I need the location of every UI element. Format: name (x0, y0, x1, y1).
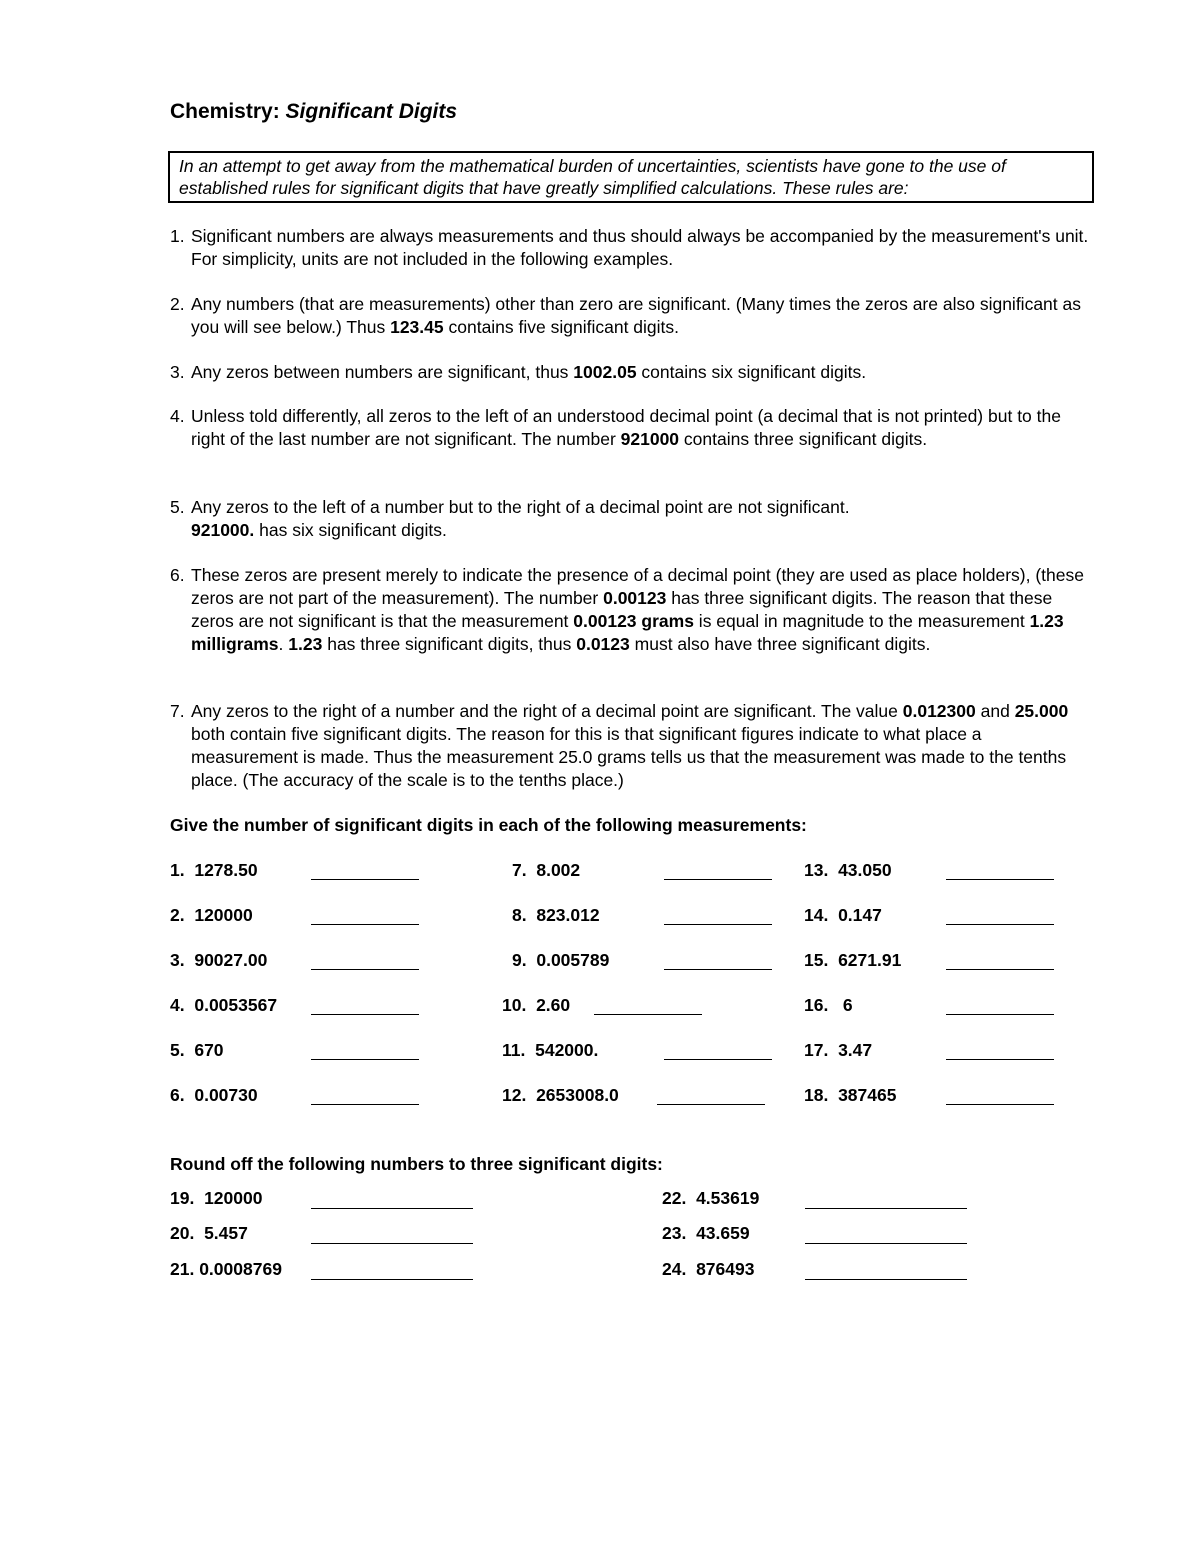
answer-blank-4[interactable] (311, 1014, 419, 1015)
answer-blank-16[interactable] (946, 1014, 1054, 1015)
question-24: 24. 876493 (662, 1259, 755, 1279)
answer-blank-22[interactable] (805, 1208, 967, 1209)
question-14: 14. 0.147 (804, 905, 882, 925)
answer-blank-15[interactable] (946, 969, 1054, 970)
question-8: 8. 823.012 (512, 905, 600, 925)
question-4: 4. 0.0053567 (170, 995, 278, 1015)
rule-5: 5. Any zeros to the left of a number but to the right of a decimal point are not significant. 921000. has six significant digits. (170, 497, 850, 540)
question-7: 7. 8.002 (512, 860, 581, 880)
question-21: 21. 0.0008769 (170, 1259, 282, 1279)
question-6: 6. 0.00730 (170, 1085, 258, 1105)
answer-blank-2[interactable] (311, 924, 419, 925)
answer-blank-23[interactable] (805, 1243, 967, 1244)
answer-blank-11[interactable] (664, 1059, 772, 1060)
title-subject: Chemistry: (170, 100, 280, 123)
rule-2: 2. Any numbers (that are measurements) other than zero are significant. (Many times the zeros are also significant as you will see below.) Thus 123.45 contains five significant digits. (170, 294, 1081, 337)
question-23: 23. 43.659 (662, 1223, 750, 1243)
question-12: 12. 2653008.0 (502, 1085, 619, 1105)
answer-blank-18[interactable] (946, 1104, 1054, 1105)
answer-blank-14[interactable] (946, 924, 1054, 925)
rule-1: 1. Significant numbers are always measurements and thus should always be accompanied by the measurement's unit. For simplicity, units are not included in the following examples. (170, 226, 1089, 269)
answer-blank-10[interactable] (594, 1014, 702, 1015)
question-17: 17. 3.47 (804, 1040, 873, 1060)
question-15: 15. 6271.91 (804, 950, 902, 970)
answer-blank-17[interactable] (946, 1059, 1054, 1060)
answer-blank-6[interactable] (311, 1104, 419, 1105)
question-16: 16. 6 (804, 995, 853, 1015)
section2-heading: Round off the following numbers to three significant digits: (170, 1154, 663, 1174)
section1-heading: Give the number of significant digits in each of the following measurements: (170, 815, 807, 835)
question-1: 1. 1278.50 (170, 860, 258, 880)
question-5: 5. 670 (170, 1040, 224, 1060)
answer-blank-24[interactable] (805, 1279, 967, 1280)
rule-3: 3. Any zeros between numbers are significant, thus 1002.05 contains six significant digits. (170, 362, 867, 382)
question-3: 3. 90027.00 (170, 950, 268, 970)
question-9: 9. 0.005789 (512, 950, 610, 970)
answer-blank-20[interactable] (311, 1243, 473, 1244)
question-22: 22. 4.53619 (662, 1188, 760, 1208)
answer-blank-8[interactable] (664, 924, 772, 925)
answer-blank-13[interactable] (946, 879, 1054, 880)
question-13: 13. 43.050 (804, 860, 892, 880)
intro-box: In an attempt to get away from the mathematical burden of uncertainties, scientists have gone to the use of established rules for significant digits that have greatly simplified calculations. These rules are: (168, 151, 1094, 203)
question-19: 19. 120000 (170, 1188, 263, 1208)
question-11: 11. 542000. (502, 1040, 599, 1060)
question-2: 2. 120000 (170, 905, 253, 925)
answer-blank-12[interactable] (657, 1104, 765, 1105)
title-topic: Significant Digits (285, 100, 458, 123)
answer-blank-9[interactable] (664, 969, 772, 970)
rule-7: 7. Any zeros to the right of a number and the right of a decimal point are significant. The value 0.012300 and 25.000 both contain five significant digits. The reason for this is that significant figures indicate to what place a measurement is made. Thus the measurement 25.0 grams tells us that the measurement was made to the tenths place. (The accuracy of the scale is to the tenths place.) (170, 701, 1069, 790)
answer-blank-19[interactable] (311, 1208, 473, 1209)
question-10: 10. 2.60 (502, 995, 571, 1015)
question-18: 18. 387465 (804, 1085, 897, 1105)
rule-4: 4. Unless told differently, all zeros to the left of an understood decimal point (a decimal that is not printed) but to the right of the last number are not significant. The number 921000 contains three significant digits. (170, 406, 1061, 449)
question-20: 20. 5.457 (170, 1223, 248, 1243)
answer-blank-3[interactable] (311, 969, 419, 970)
answer-blank-1[interactable] (311, 879, 419, 880)
answer-blank-21[interactable] (311, 1279, 473, 1280)
rule-6: 6. These zeros are present merely to indicate the presence of a decimal point (they are used as place holders), (these zeros are not part of the measurement). The number 0.00123 has three significant digits. The reason that these zeros are not significant is that the measurement 0.00123 grams is equal in magnitude to the measurement 1.23 milligrams. 1.23 has three significant digits, thus 0.0123 must also have three significant digits. (170, 565, 1084, 654)
answer-blank-7[interactable] (664, 879, 772, 880)
answer-blank-5[interactable] (311, 1059, 419, 1060)
page-title (170, 100, 457, 124)
